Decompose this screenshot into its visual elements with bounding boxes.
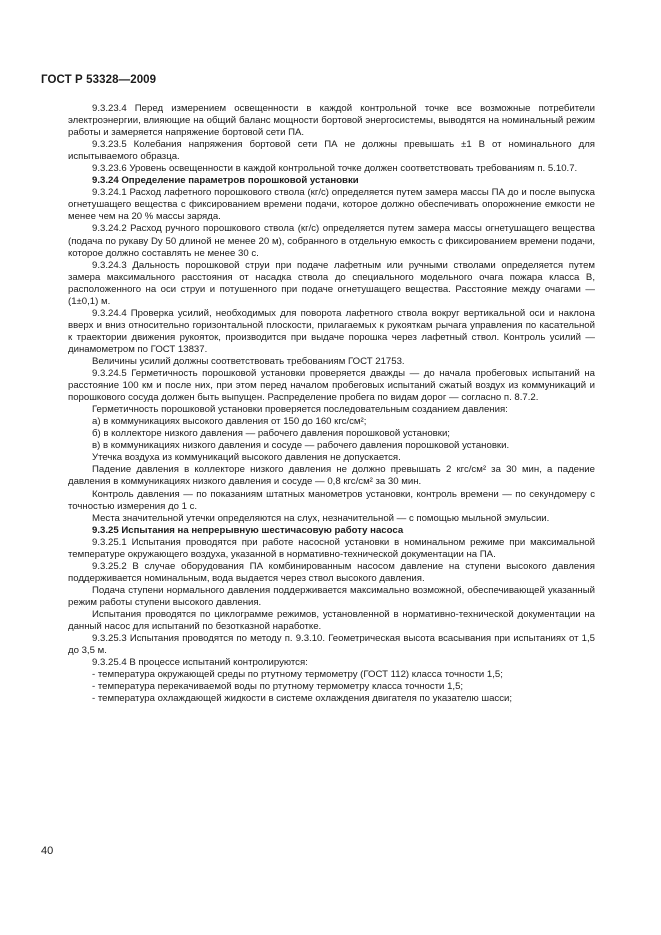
paragraph: 9.3.25.3 Испытания проводятся по методу п. 9.3.10. Геометрическая высота всасывания при испытаниях от 1,5 до 3,5 м. <box>68 633 595 657</box>
paragraph: 9.3.25.2 В случае оборудования ПА комбинированным насосом давление на ступени высокого давления поддерживается номинальным, вода выдается через ствол высокого давления. <box>68 560 595 584</box>
paragraph: б) в коллекторе низкого давления — рабочего давления порошковой установки; <box>92 428 450 440</box>
paragraph: в) в коммуникациях низкого давления и сосуде — рабочего давления порошковой установки. <box>92 440 510 452</box>
paragraph: Герметичность порошковой установки проверяется последовательным созданием давления: <box>92 404 508 416</box>
paragraph: 9.3.24.3 Дальность порошковой струи при подаче лафетным или ручными стволами определяется путем замера максимального расстояния от насадка ствола до специального модельного очага пожара класса В, расположенного на оси струи и потушенного при подаче огнетушащего вещества. Расстояние между очагами — (1±0,1) м. <box>68 259 595 307</box>
paragraph: Места значительной утечки определяются на слух, незначительной — с помощью мыльной эмульсии. <box>92 512 550 524</box>
paragraph: 9.3.25.4 В процессе испытаний контролируются: <box>92 657 308 669</box>
paragraph: Утечка воздуха из коммуникаций высокого давления не допускается. <box>92 452 401 464</box>
paragraph: Величины усилий должны соответствовать требованиям ГОСТ 21753. <box>92 355 405 367</box>
paragraph: 9.3.23.4 Перед измерением освещенности в каждой контрольной точке все возможные потребители электроэнергии, влияющие на общий баланс мощности бортовой энергосистемы, выводятся на номинальный режим работы и замеряется напряжение бортовой сети ПА. <box>68 103 595 139</box>
paragraph: а) в коммуникациях высокого давления от 150 до 160 кгс/см²; <box>92 416 367 428</box>
paragraph: 9.3.24.5 Герметичность порошковой установки проверяется дважды — до начала пробеговых испытаний на расстояние 100 км и после них, при этом перед началом пробеговых испытаний сжатый воздух из коммуникаций и порошкового сосуда должен быть выпущен. Распределение пробега по видам дорог — согласно п. 8.7.2. <box>68 368 595 404</box>
document-header: ГОСТ Р 53328—2009 <box>41 74 157 86</box>
paragraph: Подача ступени нормального давления поддерживается максимально возможной, обеспечивающей указанный режим работы ступени высокого давления. <box>68 584 595 608</box>
paragraph: 9.3.24.4 Проверка усилий, необходимых для поворота лафетного ствола вокруг вертикальной оси и наклона вверх и вниз относительно горизонтальной плоскости, прилагаемых к рукояткам рычага управления по касательной к траектории движения рукояток, производится при выдаче порошка через лафетный ствол. Контроль усилий — динамометром по ГОСТ 13837. <box>68 307 595 355</box>
paragraph: 9.3.25.1 Испытания проводятся при работе насосной установки в номинальном режиме при максимальной температуре окружающего воздуха, указанной в нормативно-технической документации на ПА. <box>68 536 595 560</box>
section-heading: 9.3.25 Испытания на непрерывную шестичасовую работу насоса <box>92 524 404 536</box>
paragraph: Падение давления в коллекторе низкого давления не должно превышать 2 кгс/см² за 30 мин, а падение давления в коммуникациях низкого давления и сосуде — 0,8 кгс/см² за 30 мин. <box>68 464 595 488</box>
document-body <box>68 103 595 705</box>
paragraph: - температура перекачиваемой воды по ртутному термометру класса точности 1,5; <box>92 681 464 693</box>
paragraph: 9.3.24.1 Расход лафетного порошкового ствола (кг/с) определяется путем замера массы ПА до и после выпуска огнетушащего вещества с фиксированием времени подачи, которое должно обеспечивать опорожнение емкости не менее чем на 20 % массы заряда. <box>68 187 595 223</box>
paragraph: Испытания проводятся по циклограмме режимов, установленной в нормативно-технической документации на данный насос для испытаний по безотказной наработке. <box>68 608 595 633</box>
paragraph: - температура охлаждающей жидкости в системе охлаждения двигателя по указателю шасси; <box>92 693 513 705</box>
paragraph: - температура окружающей среды по ртутному термометру (ГОСТ 112) класса точности 1,5; <box>92 669 503 681</box>
paragraph: 9.3.23.5 Колебания напряжения бортовой сети ПА не должны превышать ±1 В от номинального для испытываемого образца. <box>68 139 595 163</box>
paragraph: 9.3.23.6 Уровень освещенности в каждой контрольной точке должен соответствовать требованиям п. 5.10.7. <box>92 163 578 175</box>
paragraph: 9.3.24.2 Расход ручного порошкового ствола (кг/с) определяется путем замера массы огнетушащего вещества (подача по рукаву Dу 50 длиной не менее 20 м), собранного в отдельную емкость с фиксированием времени подачи, которое должно составлять не менее 30 с. <box>68 223 595 259</box>
page-number: 40 <box>41 845 54 857</box>
section-heading: 9.3.24 Определение параметров порошковой установки <box>92 175 359 187</box>
paragraph: Контроль давления — по показаниям штатных манометров установки, контроль времени — по секундомеру с точностью измерения до 1 с. <box>68 488 595 512</box>
